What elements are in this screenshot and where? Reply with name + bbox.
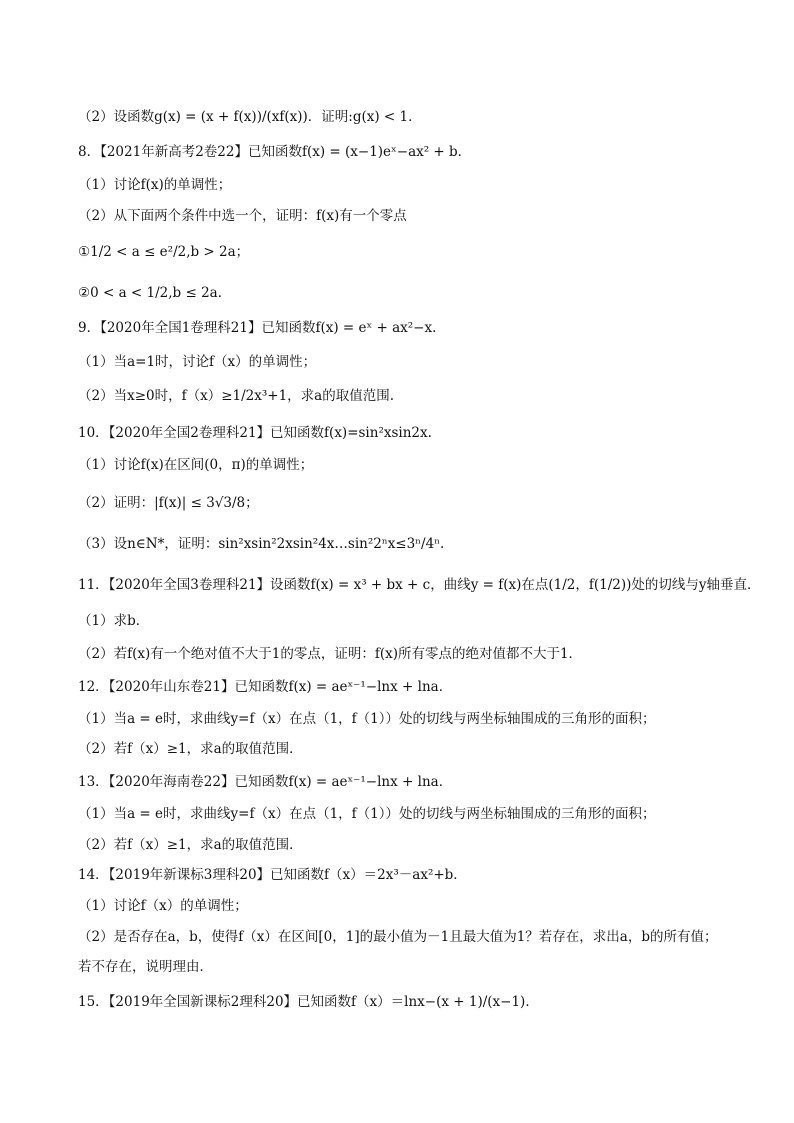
- problem-8-part-2: （2）从下面两个条件中选一个，证明：f(x)有一个零点: [78, 208, 407, 224]
- problem-11-part-1: （1）求b．: [78, 613, 150, 629]
- problem-10-part-1: （1）讨论f(x)在区间(0，π)的单调性；: [78, 457, 314, 473]
- problem-10-part-2: （2）证明：|f(x)| ≤ 3√3/8；: [78, 495, 259, 511]
- problem-10: 10．【2020年全国2卷理科21】已知函数f(x)=sin²xsin2x.: [78, 425, 432, 441]
- problem-13-part-1: （1）当a = e时，求曲线y=f（x）在点（1，f（1））处的切线与两坐标轴围成的三角形的面积；: [78, 806, 656, 822]
- problem-14-part-3: 若不存在，说明理由．: [78, 959, 213, 975]
- problem-11: 11．【2020年全国3卷理科21】设函数f(x) = x³ + bx + c，曲线y = f(x)在点(1/2，f(1/2))处的切线与y轴垂直．: [78, 577, 761, 593]
- line-l1: （2）设函数g(x) = (x + f(x))/(xf(x))．证明:g(x) < 1．: [78, 109, 422, 125]
- problem-12-part-1: （1）当a = e时，求曲线y=f（x）在点（1，f（1））处的切线与两坐标轴围成的三角形的面积；: [78, 711, 656, 727]
- problem-10-part-3: （3）设n∈N*，证明：sin²xsin²2xsin²4x…sin²2ⁿx≤3ⁿ/4ⁿ.: [78, 536, 445, 552]
- problem-14-part-2: （2）是否存在a，b，使得f（x）在区间[0，1]的最小值为－1且最大值为1？若存在，求出a，b的所有值；: [78, 929, 718, 945]
- problem-14: 14．【2019年新课标3理科20】已知函数f（x）＝2x³－ax²+b．: [78, 867, 467, 883]
- problem-13: 13．【2020年海南卷22】已知函数f(x) = aeˣ⁻¹−lnx + lna．: [78, 774, 453, 790]
- problem-12: 12．【2020年山东卷21】已知函数f(x) = aeˣ⁻¹−lnx + lna．: [78, 679, 453, 695]
- problem-12-part-2: （2）若f（x）≥1，求a的取值范围．: [78, 741, 303, 757]
- problem-14-part-1: （1）讨论f（x）的单调性；: [78, 898, 248, 914]
- problem-8-condition-1: ①1/2 < a ≤ e²/2,b > 2a；: [78, 244, 250, 260]
- problem-9: 9．【2020年全国1卷理科21】已知函数f(x) = eˣ + ax²−x.: [78, 320, 437, 336]
- problem-8-part-1: （1）讨论f(x)的单调性；: [78, 177, 232, 193]
- problem-9-part-2: （2）当x≥0时，f（x）≥1/2x³+1，求a的取值范围.: [78, 388, 395, 404]
- problem-13-part-2: （2）若f（x）≥1，求a的取值范围．: [78, 837, 303, 853]
- problem-11-part-2: （2）若f(x)有一个绝对值不大于1的零点，证明：f(x)所有零点的绝对值都不大于1．: [78, 646, 583, 662]
- problem-9-part-1: （1）当a=1时，讨论f（x）的单调性；: [78, 354, 317, 370]
- problem-15: 15．【2019年全国新课标2理科20】已知函数f（x）＝lnx−(x + 1)/(x−1)．: [78, 994, 539, 1010]
- problem-8: 8．【2021年新高考2卷22】已知函数f(x) = (x−1)eˣ−ax² + b．: [78, 144, 472, 160]
- problem-8-condition-2: ②0 < a < 1/2,b ≤ 2a．: [78, 285, 232, 301]
